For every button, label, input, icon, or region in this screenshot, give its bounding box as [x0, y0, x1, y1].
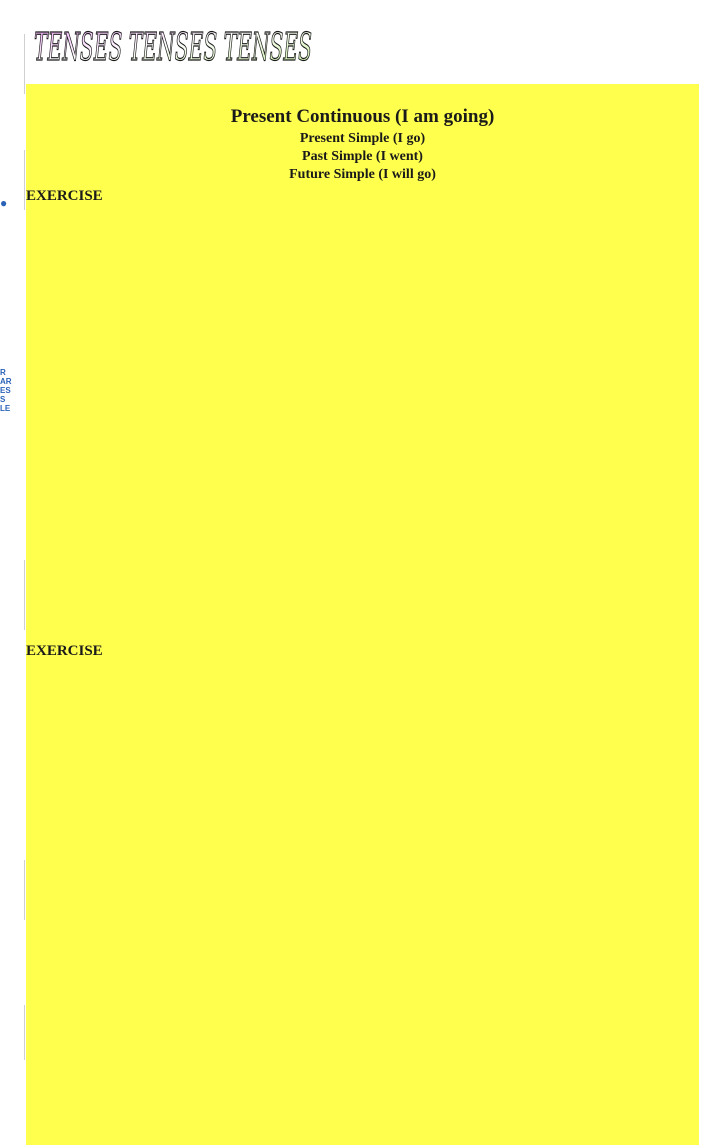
strip-mark: ● [0, 196, 8, 210]
subtitle-3: Future Simple (I will go) [289, 167, 436, 182]
strip-border [0, 1005, 25, 1060]
strip-border [0, 860, 25, 920]
left-page-strip [0, 0, 25, 1145]
worksheet-background [26, 84, 699, 1145]
logo-wordmark: TENSES TENSES TENSES [34, 25, 312, 69]
subtitle-1: Present Simple (I go) [299, 131, 426, 146]
exercise-2-heading: EXERCISE [26, 643, 103, 659]
strip-border [0, 560, 25, 630]
tenses-logo [26, 0, 321, 84]
page-title: Present Continuous (I am going) [230, 106, 495, 127]
strip-border [0, 34, 25, 94]
title-block [26, 104, 699, 184]
subtitle-2: Past Simple (I went) [302, 149, 423, 164]
strip-label: R AR ES S LE [0, 368, 12, 413]
exercise-1-heading: EXERCISE [26, 188, 103, 204]
